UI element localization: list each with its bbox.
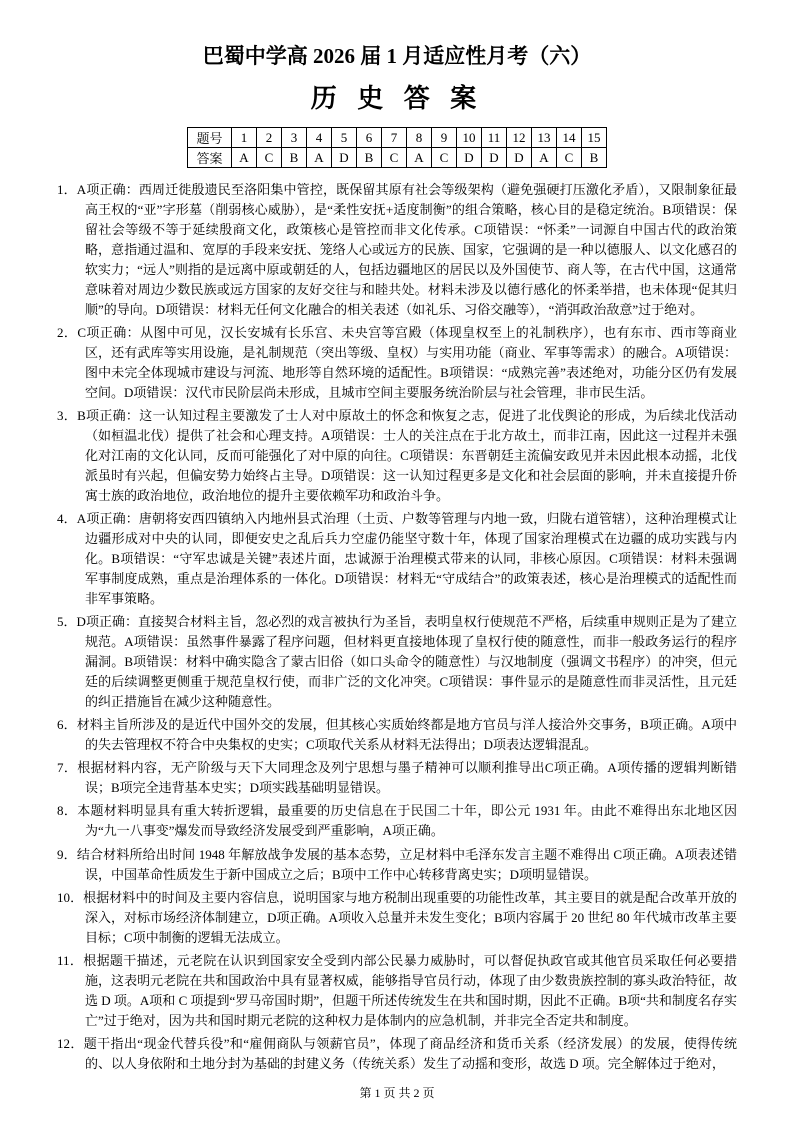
question-number-cell: 15 [582, 128, 607, 148]
question-number-cell: 13 [532, 128, 557, 148]
item-text: 根据材料内容，无产阶级与天下大同理念及列宁思想与墨子精神可以顺利推导出C项正确。A项传播的逻辑判断错误；B项完全违背基本史实；D项实践基础明显错误。 [77, 760, 737, 796]
question-number-cell: 6 [357, 128, 382, 148]
explanation-item-11 [57, 951, 737, 1031]
answer-cell: C [432, 148, 457, 168]
explanation-item-1 [57, 180, 737, 320]
explanation-item-12 [57, 1034, 737, 1074]
explanation-item-4 [57, 509, 737, 609]
answer-row [188, 148, 607, 168]
explanation-item-5 [57, 612, 737, 712]
item-number: 6． [57, 717, 77, 733]
question-number-cell: 11 [482, 128, 507, 148]
explanations-list [57, 180, 737, 1074]
item-text: 材料主旨所涉及的是近代中国外交的发展，但其核心实质始终都是地方官员与洋人接洽外交事务，B项正确。A项中的失去管理权不符合中央集权的史实；C项取代关系从材料无法得出；D项表达逻辑混乱。 [76, 717, 737, 753]
explanation-item-8 [57, 801, 737, 841]
item-text: 根据题干描述，元老院在认识到国家安全受到内部公民暴力威胁时，可以督促执政官或其他官员采取任何必要措施，这表明元老院在共和国政治中具有显著权威，能够指导官员行动，体现了由少数贵族控制的寡头政治特征，故选 D 项。A项和 C 项提到“罗马帝国时期”，但题干所述传统发生在共和国时期，因此不正确。B项“共和制度名存实亡”过于绝对，因为共和国时期元老院的这种权力是体制内的应急机制，并非完全否定共和制度。 [83, 952, 737, 1028]
item-number: 5． [57, 614, 77, 630]
item-number: 12． [57, 1035, 84, 1051]
question-number-cell: 9 [432, 128, 457, 148]
item-text: B项正确：这一认知过程主要激发了士人对中原故土的怀念和恢复之志，促进了北伐舆论的形成，为后续北伐活动（如桓温北伐）提供了社会和心理支持。A项错误：士人的关注点在于北方故土，而非江南，因此这一过程并未强化对江南的文化认同，反而可能强化了对中原的向往。C项错误：东晋朝廷主流偏安政见并未因此根本动摇，北伐派虽时有兴起，但偏安势力始终占主导。D项错误：这一认知过程更多是文化和社会层面的影响，并未直接提升侨寓士族的政治地位，政治地位的提升主要依赖军功和政治斗争。 [77, 408, 737, 504]
item-number: 3． [57, 408, 78, 424]
explanation-item-2 [57, 323, 737, 403]
answer-cell: B [357, 148, 382, 168]
row-label-answer: 答案 [188, 148, 232, 168]
answer-cell: C [557, 148, 582, 168]
item-number: 9． [57, 846, 77, 862]
question-number-cell: 1 [232, 128, 257, 148]
item-number: 8． [57, 803, 78, 819]
item-number: 4． [57, 511, 77, 527]
answer-cell: A [232, 148, 257, 168]
answer-table [187, 127, 607, 168]
item-text: 结合材料所给出时间 1948 年解放战争发展的基本态势，立足材料中毛泽东发言主题不难得出 C项正确。A项表述错误，中国革命性质发生于新中国成立之后；B项中工作中心转移背离史实；D项明显错误。 [76, 846, 737, 882]
item-number: 11． [57, 952, 84, 968]
answer-cell: A [407, 148, 432, 168]
question-number-cell: 5 [332, 128, 357, 148]
item-text: 根据材料中的时间及主要内容信息，说明国家与地方税制出现重要的功能性改革，其主要目的就是配合改革开放的深入，对标市场经济体制建立，D项正确。A项收入总量并未发生变化；B项内容属于 20 世纪 80 年代城市改革主要目标；C项中制衡的逻辑无法成立。 [83, 889, 737, 945]
answer-cell: C [257, 148, 282, 168]
row-label-question: 题号 [188, 128, 232, 148]
explanation-item-6 [57, 715, 737, 755]
explanation-item-3 [57, 406, 737, 506]
item-text: A项正确：唐朝将安西四镇纳入内地州县式治理（土贡、户数等管理与内地一致，归陇右道管辖），这种治理模式让边疆形成对中央的认同，即便安史之乱后兵力空虚仍能坚守数十年，体现了国家治理模式在边疆的成功实践与内化。B项错误：“守军忠诚是关键”表述片面，忠诚源于治理模式带来的认同，非核心原因。C项错误：材料未强调军事制度成熟，重点是治理体系的一体化。D项错误：材料无“守成结合”的政策表述，核心是治理模式的适配性而非军事策略。 [76, 511, 737, 607]
explanation-item-9 [57, 845, 737, 885]
question-number-cell: 7 [382, 128, 407, 148]
answer-cell: D [507, 148, 532, 168]
answer-cell: B [582, 148, 607, 168]
item-number: 1． [57, 182, 77, 197]
item-text: 本题材料明显具有重大转折逻辑，最重要的历史信息在于民国二十年，即公元 1931 年。由此不难得出东北地区因为“九一八事变”爆发而导致经济发展受到严重影响，A项正确。 [77, 803, 737, 839]
answer-cell: D [332, 148, 357, 168]
item-number: 7． [57, 760, 78, 776]
page-footer: 第 1 页 共 2 页 [359, 1086, 435, 1100]
question-number-cell: 10 [457, 128, 482, 148]
explanation-item-7 [57, 758, 737, 798]
page-title: 巴蜀中学高 2026 届 1 月适应性月考（六） [202, 44, 592, 68]
answer-cell: D [457, 148, 482, 168]
question-number-cell: 2 [257, 128, 282, 148]
question-number-cell: 14 [557, 128, 582, 148]
question-number-cell: 12 [507, 128, 532, 148]
item-text: A项正确：西周迁徙殷遗民至洛阳集中管控，既保留其原有社会等级架构（避免强硬打压激化矛盾），又限制象征最高王权的“亚”字形墓（削弱核心威胁），是“柔性安抚+适度制衡”的组合策略，核心目的是稳定统治。B项错误：保留社会等级不等于延续殷商文化，政策核心是管控而非文化传承。C项错误：“怀柔”一词源自中国古代的政治策略，意指通过温和、宽厚的手段来安抚、笼络人心或远方的民族、国家，它强调的是一种以德服人、以文化感召的软实力；“远人”则指的是远离中原或朝廷的人，包括边疆地区的居民以及外国使节、商人等，在古代中国，这通常意味着对周边少数民族或远方国家的友好交往与和睦共处。材料未涉及以德行感化的怀柔举措，也未体现“促其归顺”的导向。D项错误：材料无任何文化融合的相关表述（如礼乐、习俗交融等），“消弭政治敌意”过于绝对。 [76, 182, 737, 318]
item-number: 2． [57, 325, 78, 341]
question-number-cell: 8 [407, 128, 432, 148]
question-number-row [188, 128, 607, 148]
item-text: 题干指出“现金代替兵役”和“雇佣商队与领薪官员”，体现了商品经济和货币关系（经济发展）的发展，使得传统的、以人身依附和土地分封为基础的封建义务（传统关系）发生了动摇和变形，故选 D 项。完全解体过于绝对， [83, 1035, 737, 1071]
answer-cell: B [282, 148, 307, 168]
answer-cell: C [382, 148, 407, 168]
answer-cell: D [482, 148, 507, 168]
item-text: C项正确：从图中可见，汉长安城有长乐宫、未央宫等宫殿（体现皇权至上的礼制秩序），也有东市、西市等商业区，还有武库等实用设施，是礼制规范（突出等级、皇权）与实用功能（商业、军事等需求）的融合。A项错误：图中未完全体现城市建设与河流、地形等自然环境的适配性。B项错误：“成熟完善”表述绝对，功能分区仍有发展空间。D项错误：汉代市民阶层尚未形成，且城市空间主要服务统治阶层与社会管理，非市民生活。 [77, 325, 737, 401]
explanation-item-10 [57, 888, 737, 948]
subject-heading: 历 史 答 案 [310, 84, 484, 113]
item-number: 10． [57, 889, 84, 905]
answer-cell: A [532, 148, 557, 168]
item-text: D项正确：直接契合材料主旨，忽必烈的戏言被执行为圣旨，表明皇权行使规范不严格，后续重申规则正是为了建立规范。A项错误：虽然事件暴露了程序问题，但材料更直接地体现了皇权行使的随意性，而非一般政务运行的程序漏洞。B项错误：材料中确实隐含了蒙古旧俗（如口头命令的随意性）与汉地制度（强调文书程序）的冲突，但元廷的后续调整更侧重于规范皇权行使，而非广泛的文化冲突。C项错误：事件显示的是随意性而非灵活性，且元廷的纠正措施旨在减少这种随意性。 [76, 614, 737, 710]
answer-cell: A [307, 148, 332, 168]
question-number-cell: 3 [282, 128, 307, 148]
question-number-cell: 4 [307, 128, 332, 148]
